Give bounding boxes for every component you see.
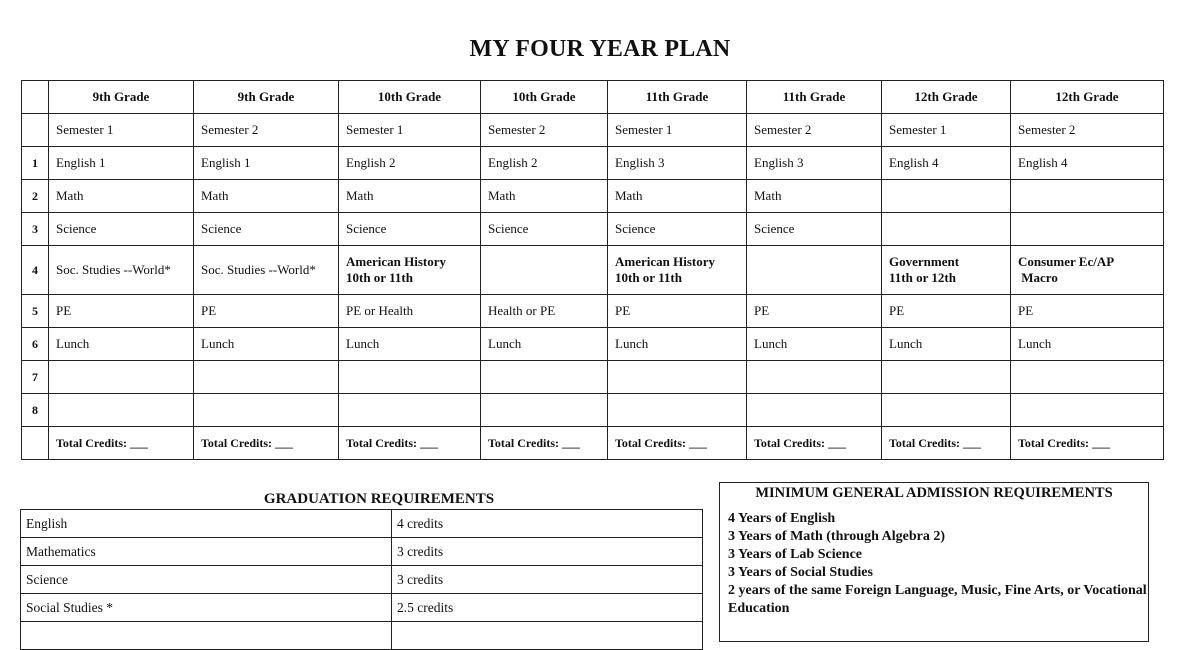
grade-header-cell: 11th Grade — [747, 81, 882, 114]
course-cell[interactable]: PE — [49, 295, 194, 328]
admission-requirement-item: 4 Years of English — [728, 511, 836, 526]
course-cell[interactable] — [49, 394, 194, 427]
course-cell[interactable]: English 3 — [608, 147, 747, 180]
course-cell[interactable] — [1011, 394, 1164, 427]
course-cell[interactable]: Lunch — [1011, 328, 1164, 361]
grade-header-cell: 12th Grade — [1011, 81, 1164, 114]
course-cell[interactable] — [194, 361, 339, 394]
credits-cell — [392, 622, 703, 650]
course-cell[interactable]: PE — [608, 295, 747, 328]
subject-cell: Mathematics — [21, 538, 392, 566]
course-cell[interactable]: Math — [339, 180, 481, 213]
course-cell[interactable] — [339, 394, 481, 427]
total-credits-cell[interactable]: Total Credits: ___ — [194, 427, 339, 460]
grade-header-cell: 9th Grade — [49, 81, 194, 114]
course-cell[interactable]: Lunch — [608, 328, 747, 361]
grade-header-cell: 10th Grade — [339, 81, 481, 114]
graduation-requirements-title: GRADUATION REQUIREMENTS — [263, 491, 495, 507]
course-cell[interactable] — [339, 361, 481, 394]
course-cell[interactable] — [481, 246, 608, 295]
course-cell[interactable]: Math — [481, 180, 608, 213]
subject-cell: Science — [21, 566, 392, 594]
course-cell[interactable]: Science — [194, 213, 339, 246]
course-cell[interactable]: Science — [608, 213, 747, 246]
course-cell[interactable]: English 2 — [481, 147, 608, 180]
course-cell[interactable] — [1011, 180, 1164, 213]
credits-cell: 3 credits — [392, 538, 703, 566]
graduation-row — [21, 538, 703, 566]
admission-requirement-item: 3 Years of Social Studies — [728, 565, 873, 580]
admission-requirements-list — [728, 510, 1148, 618]
total-credits-cell[interactable]: Total Credits: ___ — [49, 427, 194, 460]
subject-cell: Social Studies * — [21, 594, 392, 622]
course-cell[interactable]: Health or PE — [481, 295, 608, 328]
course-cell[interactable]: Science — [339, 213, 481, 246]
course-cell[interactable]: English 1 — [49, 147, 194, 180]
graduation-row — [21, 510, 703, 538]
total-credits-cell[interactable]: Total Credits: ___ — [608, 427, 747, 460]
period-row-5 — [22, 295, 1164, 328]
semester-cell: Semester 1 — [49, 114, 194, 147]
period-number: 6 — [22, 328, 49, 361]
course-cell[interactable]: Government 11th or 12th — [882, 246, 1011, 295]
period-number: 4 — [22, 246, 49, 295]
course-cell[interactable]: Soc. Studies --World* — [194, 246, 339, 295]
course-cell[interactable] — [747, 246, 882, 295]
corner-cell — [22, 427, 49, 460]
course-cell[interactable]: Soc. Studies --World* — [49, 246, 194, 295]
period-row-8 — [22, 394, 1164, 427]
subject-cell — [21, 622, 392, 650]
period-row-4 — [22, 246, 1164, 295]
total-credits-row — [22, 427, 1164, 460]
course-cell[interactable] — [1011, 361, 1164, 394]
corner-cell — [22, 114, 49, 147]
course-cell[interactable] — [882, 213, 1011, 246]
course-cell[interactable] — [608, 394, 747, 427]
course-cell[interactable]: Lunch — [194, 328, 339, 361]
course-cell[interactable] — [49, 361, 194, 394]
course-cell[interactable]: PE or Health — [339, 295, 481, 328]
course-cell[interactable]: Lunch — [49, 328, 194, 361]
course-cell[interactable]: English 1 — [194, 147, 339, 180]
course-cell[interactable]: English 2 — [339, 147, 481, 180]
course-cell[interactable]: Math — [49, 180, 194, 213]
course-cell[interactable]: Math — [194, 180, 339, 213]
period-row-1 — [22, 147, 1164, 180]
total-credits-cell[interactable]: Total Credits: ___ — [1011, 427, 1164, 460]
graduation-row — [21, 566, 703, 594]
course-cell[interactable]: PE — [1011, 295, 1164, 328]
course-cell[interactable] — [1011, 213, 1164, 246]
graduation-requirements-table — [20, 509, 703, 650]
course-cell[interactable]: Science — [747, 213, 882, 246]
course-cell[interactable]: English 4 — [1011, 147, 1164, 180]
course-cell[interactable]: Lunch — [747, 328, 882, 361]
total-credits-cell[interactable]: Total Credits: ___ — [481, 427, 608, 460]
course-cell[interactable]: American History 10th or 11th — [339, 246, 481, 295]
course-cell[interactable] — [747, 394, 882, 427]
period-row-6 — [22, 328, 1164, 361]
credits-cell: 3 credits — [392, 566, 703, 594]
course-cell[interactable]: PE — [882, 295, 1011, 328]
total-credits-cell[interactable]: Total Credits: ___ — [747, 427, 882, 460]
course-cell[interactable] — [882, 361, 1011, 394]
course-cell[interactable] — [747, 361, 882, 394]
total-credits-cell[interactable]: Total Credits: ___ — [882, 427, 1011, 460]
grade-header-cell: 10th Grade — [481, 81, 608, 114]
semester-row — [22, 114, 1164, 147]
graduation-row — [21, 622, 703, 650]
credits-cell: 2.5 credits — [392, 594, 703, 622]
course-cell[interactable]: Science — [481, 213, 608, 246]
course-cell[interactable] — [608, 361, 747, 394]
semester-cell: Semester 1 — [608, 114, 747, 147]
grade-header-row — [22, 81, 1164, 114]
course-cell[interactable]: Math — [608, 180, 747, 213]
semester-cell: Semester 2 — [1011, 114, 1164, 147]
period-row-2 — [22, 180, 1164, 213]
semester-cell: Semester 1 — [882, 114, 1011, 147]
course-cell[interactable] — [194, 394, 339, 427]
course-cell[interactable]: English 3 — [747, 147, 882, 180]
admission-requirement-item: 3 Years of Lab Science — [728, 547, 863, 562]
period-row-3 — [22, 213, 1164, 246]
page-title: MY FOUR YEAR PLAN — [469, 36, 731, 62]
course-cell[interactable]: Math — [747, 180, 882, 213]
grade-header-cell: 9th Grade — [194, 81, 339, 114]
course-cell[interactable]: Lunch — [481, 328, 608, 361]
period-number: 7 — [22, 361, 49, 394]
semester-cell: Semester 1 — [339, 114, 481, 147]
semester-cell: Semester 2 — [194, 114, 339, 147]
admission-requirement-item: 3 Years of Math (through Algebra 2) — [728, 529, 945, 544]
semester-cell: Semester 2 — [481, 114, 608, 147]
course-cell[interactable]: American History 10th or 11th — [608, 246, 747, 295]
credits-cell: 4 credits — [392, 510, 703, 538]
admission-requirement-item: 2 years of the same Foreign Language, Music, Fine Arts, or Vocational Education — [728, 583, 1147, 616]
course-cell[interactable] — [481, 361, 608, 394]
four-year-plan-table — [21, 80, 1164, 460]
course-cell[interactable]: Lunch — [339, 328, 481, 361]
course-cell[interactable] — [882, 180, 1011, 213]
total-credits-cell[interactable]: Total Credits: ___ — [339, 427, 481, 460]
corner-cell — [22, 81, 49, 114]
admission-requirements-title: MINIMUM GENERAL ADMISSION REQUIREMENTS — [755, 485, 1113, 501]
semester-cell: Semester 2 — [747, 114, 882, 147]
course-cell[interactable]: English 4 — [882, 147, 1011, 180]
grade-header-cell: 12th Grade — [882, 81, 1011, 114]
course-cell[interactable] — [882, 394, 1011, 427]
period-row-7 — [22, 361, 1164, 394]
course-cell[interactable] — [481, 394, 608, 427]
course-cell[interactable]: PE — [747, 295, 882, 328]
course-cell[interactable]: Lunch — [882, 328, 1011, 361]
period-number: 1 — [22, 147, 49, 180]
period-number: 5 — [22, 295, 49, 328]
course-cell[interactable]: PE — [194, 295, 339, 328]
graduation-row — [21, 594, 703, 622]
subject-cell: English — [21, 510, 392, 538]
admission-requirements-box — [719, 482, 1149, 642]
course-cell[interactable]: Consumer Ec/AP Macro — [1011, 246, 1164, 295]
grade-header-cell: 11th Grade — [608, 81, 747, 114]
period-number: 2 — [22, 180, 49, 213]
period-number: 8 — [22, 394, 49, 427]
period-number: 3 — [22, 213, 49, 246]
course-cell[interactable]: Science — [49, 213, 194, 246]
